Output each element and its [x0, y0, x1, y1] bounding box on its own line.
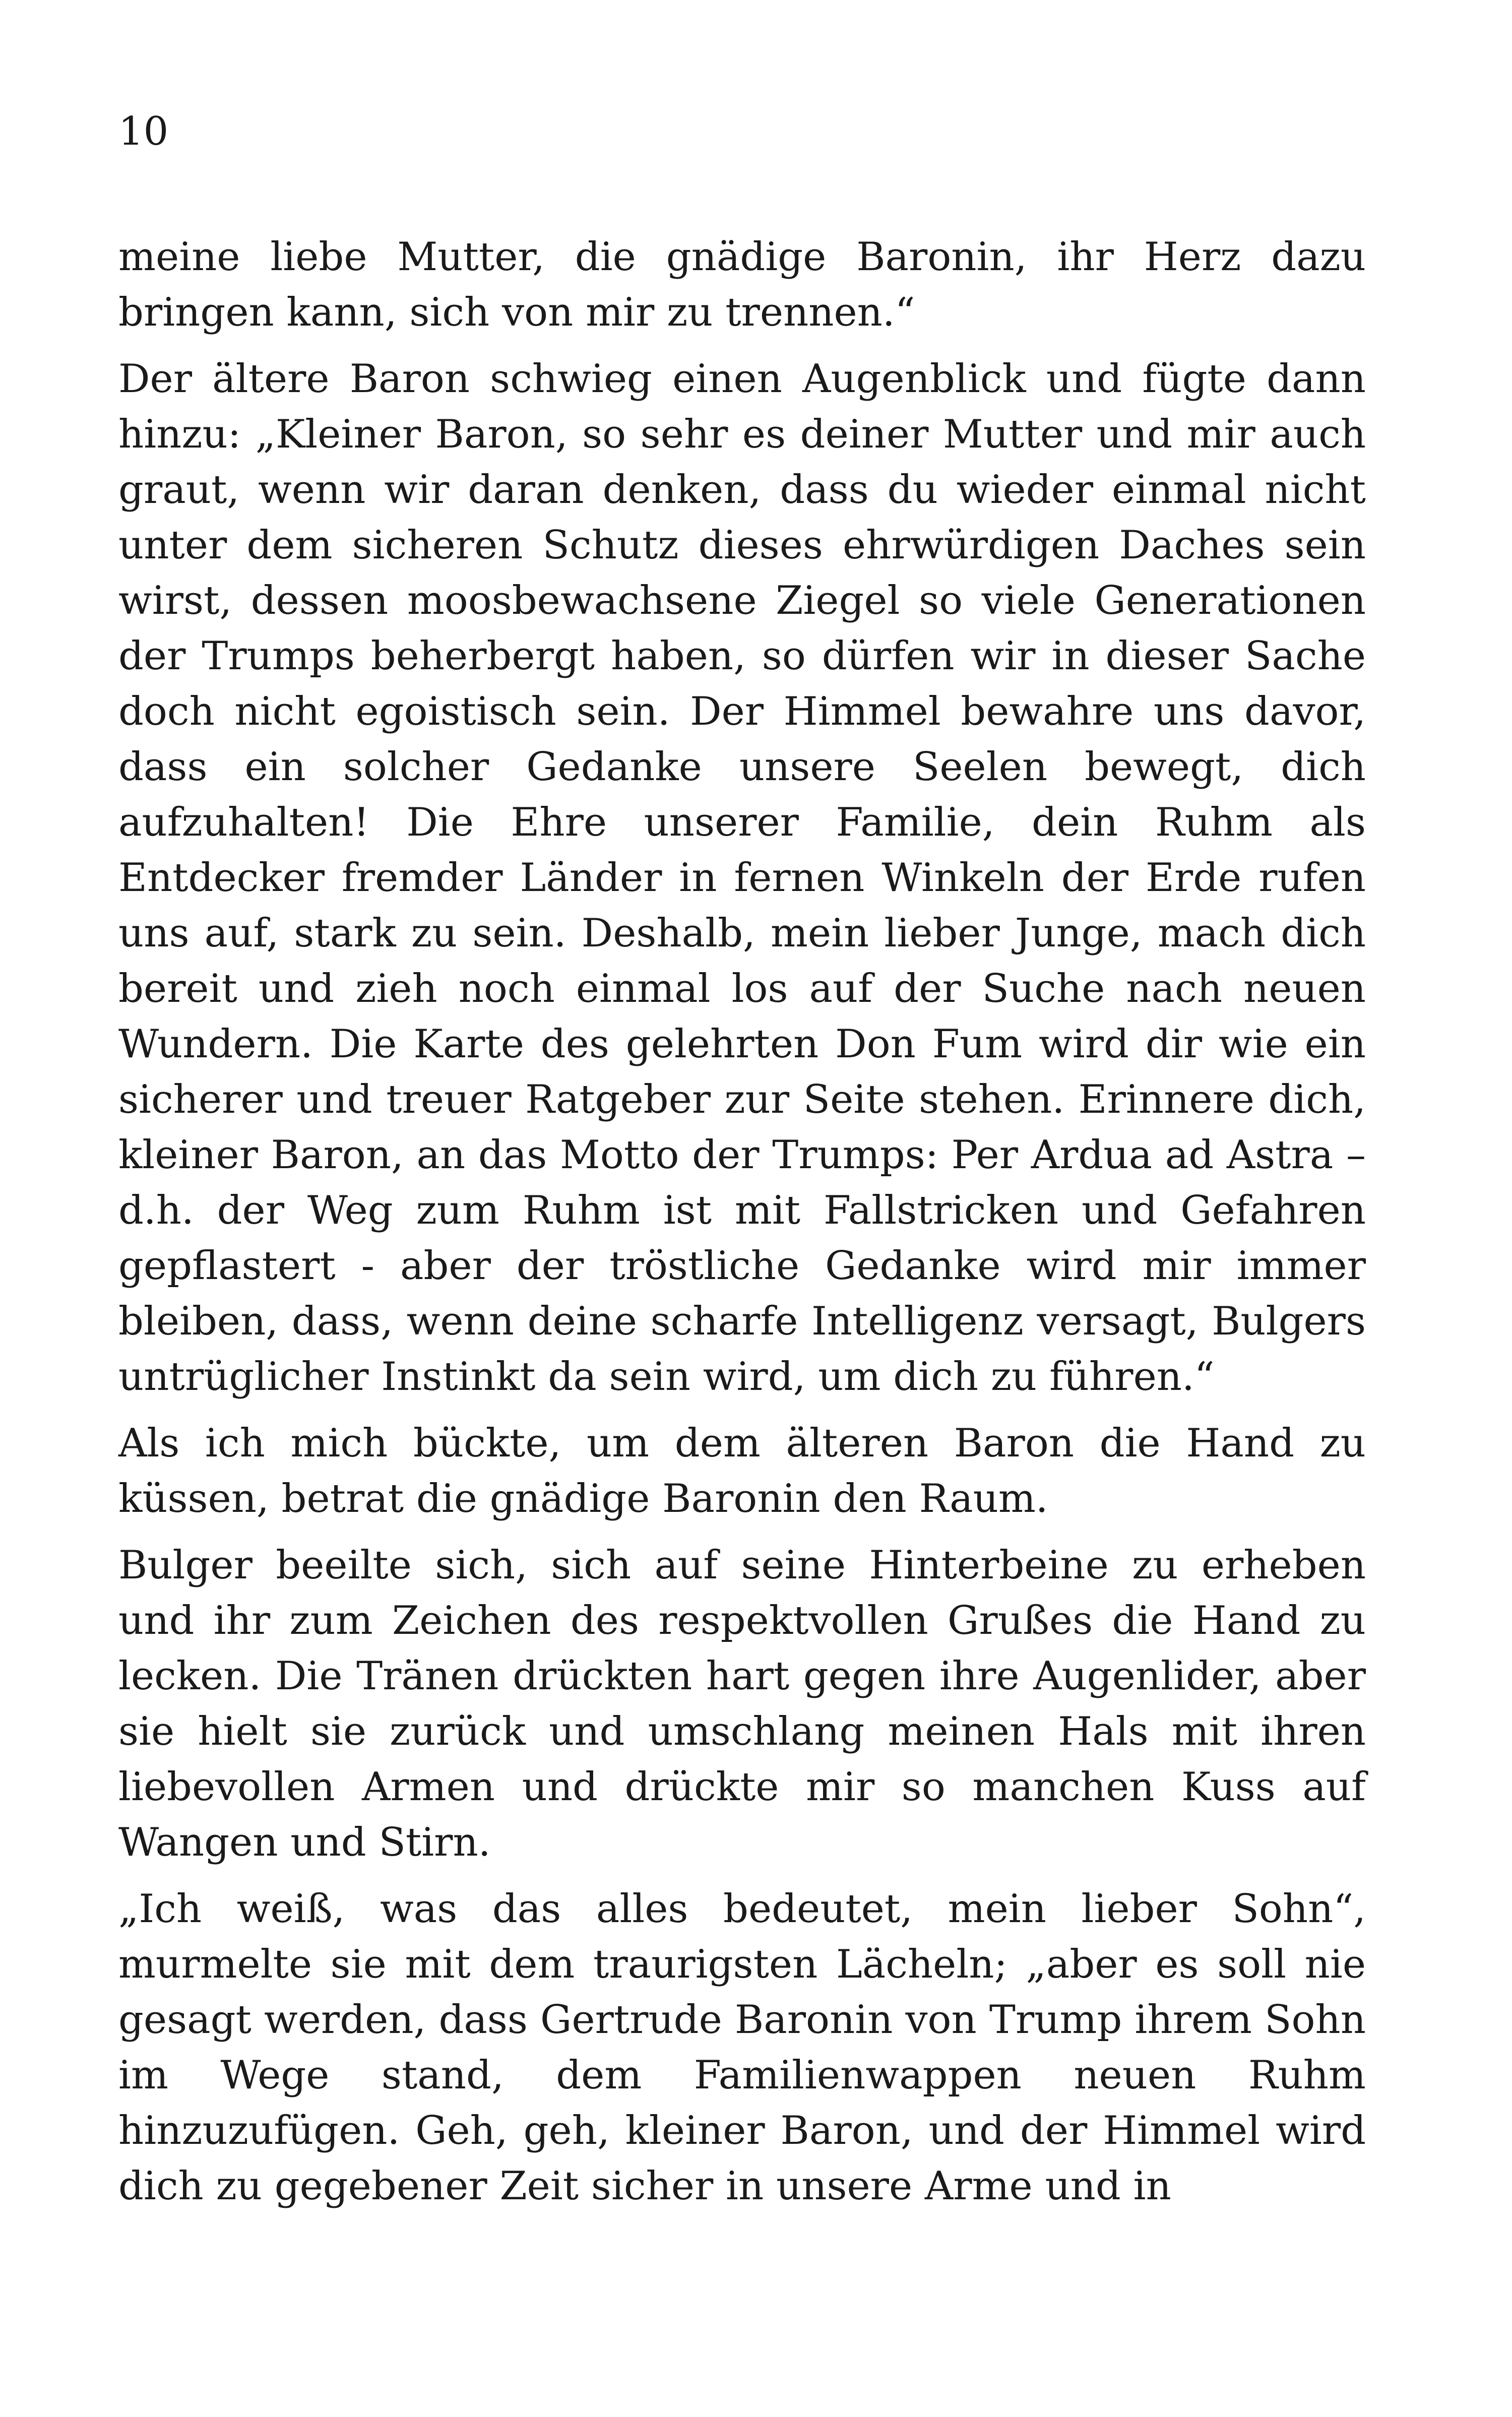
paragraph: Der ältere Baron schwieg einen Augenblick und fügte dann hinzu: „Kleiner Baron, so sehr es deiner Mutter und mir auch graut, wenn wir daran denken, dass du wieder einmal nicht unter dem sicheren Schutz dieses ehrwürdigen Daches sein wirst, dessen moosbewachsene Ziegel so viele Generationen der Trumps beherbergt haben, so dürfen wir in dieser Sache doch nicht egoistisch sein. Der Himmel bewahre uns davor, dass ein solcher Gedanke unsere Seelen bewegt, dich aufzuhalten! Die Ehre unserer Familie, dein Ruhm als Entdecker fremder Länder in fernen Winkeln der Erde rufen uns auf, stark zu sein. Deshalb, mein lieber Junge, mach dich bereit und zieh noch einmal los auf der Suche nach neuen Wundern. Die Karte des gelehrten Don Fum wird dir wie ein sicherer und treuer Ratgeber zur Seite stehen. Erinnere dich, kleiner Baron, an das Motto der Trumps: Per Ardua ad Astra – d.h. der Weg zum Ruhm ist mit Fallstricken und Gefahren gepflastert - aber der tröstliche Gedanke wird mir immer bleiben, dass, wenn deine scharfe Intelligenz versagt, Bulgers untrüglicher Instinkt da sein wird, um dich zu führen.“ — [118, 356, 1366, 1400]
body-text — [118, 229, 1366, 2225]
paragraph: meine liebe Mutter, die gnädige Baronin, ihr Herz dazu bringen kann, sich von mir zu trennen.“ — [118, 234, 1366, 335]
paragraph: Als ich mich bückte, um dem älteren Baron die Hand zu küssen, betrat die gnädige Baronin den Raum. — [118, 1421, 1366, 1521]
page-number: 10 — [118, 109, 169, 154]
paragraph: „Ich weiß, was das alles bedeutet, mein lieber Sohn“, murmelte sie mit dem traurigsten Lächeln; „aber es soll nie gesagt werden, dass Gertrude Baronin von Trump ihrem Sohn im Wege stand, dem Familienwappen neuen Ruhm hinzuzufügen. Geh, geh, kleiner Baron, und der Himmel wird dich zu gegebener Zeit sicher in unsere Arme und in — [118, 1886, 1366, 2209]
paragraph: Bulger beeilte sich, sich auf seine Hinterbeine zu erheben und ihr zum Zeichen des respektvollen Grußes die Hand zu lecken. Die Tränen drückten hart gegen ihre Augenlider, aber sie hielt sie zurück und umschlang meinen Hals mit ihren liebevollen Armen und drückte mir so manchen Kuss auf Wangen und Stirn. — [118, 1543, 1366, 1865]
